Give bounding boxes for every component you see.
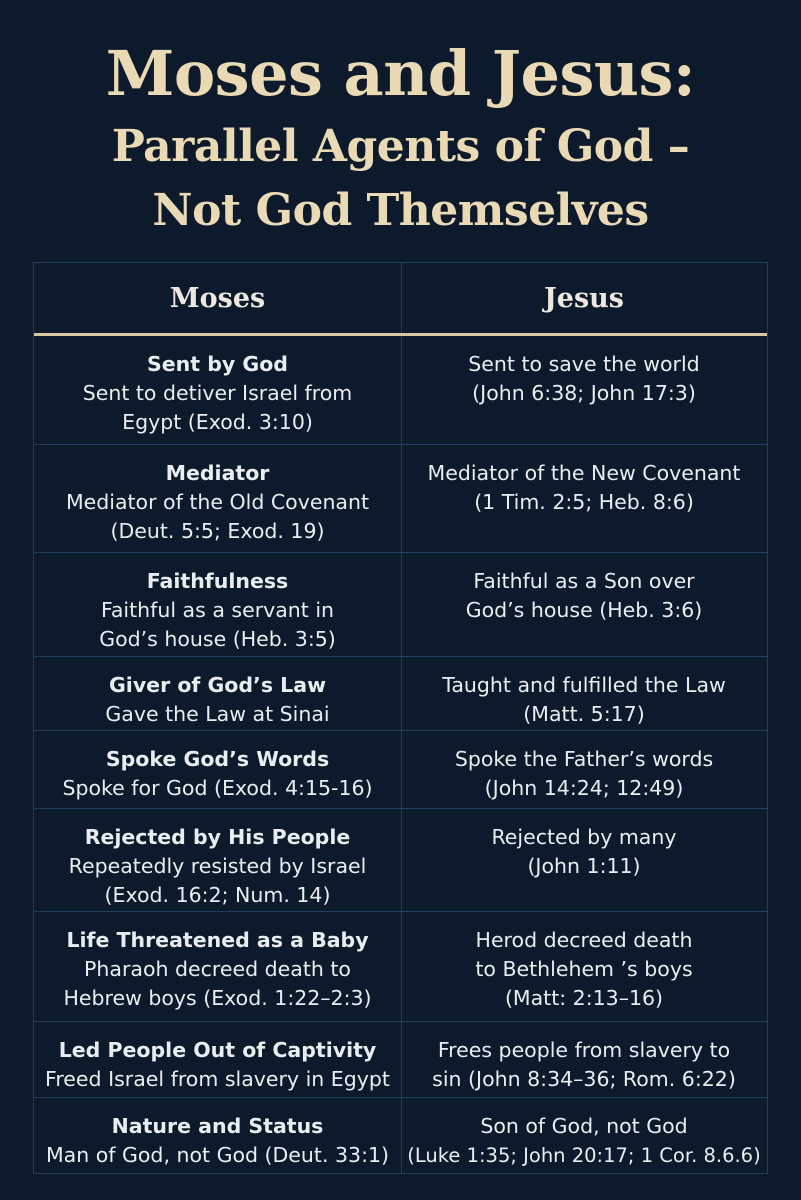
cell-text-line: (1 Tim. 2:5; Heb. 8:6) xyxy=(474,490,694,514)
jesus-cell xyxy=(401,809,767,911)
row-label: Spoke God’s Words xyxy=(105,747,330,771)
row-label: Led People Out of Captivity xyxy=(58,1038,377,1062)
cell-text-line: (John 14:24; 12:49) xyxy=(484,776,684,800)
cell-text-line: to Bethlehem ’s boys xyxy=(475,957,693,981)
jesus-cell xyxy=(401,912,767,1021)
row-label: Rejected by His People xyxy=(84,825,351,849)
cell-text-line: (Deut. 5:5; Exod. 19) xyxy=(110,519,325,543)
cell-text-line: Faithful as a servant in xyxy=(100,598,335,622)
jesus-cell xyxy=(401,657,767,730)
cell-text-line: (John 1:11) xyxy=(527,854,641,878)
row-label: Mediator xyxy=(165,461,270,485)
cell-text-line: sin (John 8:34–36; Rom. 6:22) xyxy=(432,1067,736,1091)
moses-cell xyxy=(34,809,401,911)
title-line-1: Moses and Jesus: xyxy=(105,37,696,110)
cell-text-line: Mediator of the New Covenant xyxy=(427,461,741,485)
cell-text-line: Pharaoh decreed death to xyxy=(84,957,351,981)
row-label: Sent by God xyxy=(147,352,288,376)
moses-cell xyxy=(34,553,401,656)
moses-cell xyxy=(34,336,401,444)
moses-cell xyxy=(34,657,401,730)
table-row xyxy=(34,657,767,731)
cell-text-line: Taught and fulfilled the Law xyxy=(442,673,726,697)
title-line-3: Not God Themselves xyxy=(152,185,649,236)
cell-text-line: Son of God, not God xyxy=(480,1114,688,1138)
cell-text-line: Spoke for God (Exod. 4:15-16) xyxy=(62,776,373,800)
table-row xyxy=(34,553,767,657)
jesus-cell xyxy=(401,1022,767,1097)
moses-cell xyxy=(34,912,401,1021)
jesus-cell xyxy=(401,553,767,656)
comparison-table xyxy=(33,262,768,1174)
jesus-cell xyxy=(401,336,767,444)
cell-text-line: God’s house (Heb. 3:6) xyxy=(465,598,703,622)
table-row xyxy=(34,336,767,445)
cell-text-line: Spoke the Father’s words xyxy=(454,747,714,771)
moses-cell xyxy=(34,445,401,552)
cell-text-line: Sent to save the world xyxy=(468,352,700,376)
cell-text-line: (John 6:38; John 17:3) xyxy=(472,381,696,405)
cell-text-line: Sent to detiver Israel from xyxy=(82,381,353,405)
moses-cell xyxy=(34,1022,401,1097)
jesus-cell xyxy=(401,731,767,808)
cell-text-line: Mediator of the Old Covenant xyxy=(65,490,370,514)
cell-text-line: (Matt. 5:17) xyxy=(523,702,645,726)
table-row xyxy=(34,809,767,912)
cell-text-line: Hebrew boys (Exod. 1:22–2:3) xyxy=(63,986,372,1010)
row-label: Life Threatened as a Baby xyxy=(66,928,369,952)
cell-text-line: (Matt: 2:13–16) xyxy=(504,986,664,1010)
header-jesus: Jesus xyxy=(544,282,624,314)
header-moses: Moses xyxy=(169,282,266,314)
cell-text-line: Egypt (Exod. 3:10) xyxy=(122,410,313,434)
table-row xyxy=(34,445,767,553)
table-header xyxy=(34,263,767,333)
row-label: Faithfulness xyxy=(146,569,289,593)
row-label: Nature and Status xyxy=(111,1114,324,1138)
cell-text-line: Frees people from slavery to xyxy=(437,1038,731,1062)
cell-text-line: Repeatedly resisted by Israel xyxy=(68,854,367,878)
table-row xyxy=(34,731,767,809)
cell-text-line: (Luke 1:35; John 20:17; 1 Cor. 8.6.6) xyxy=(407,1144,761,1167)
cell-text-line: Herod decreed death xyxy=(475,928,693,952)
row-label: Giver of God’s Law xyxy=(108,673,327,697)
cell-text-line: (Exod. 16:2; Num. 14) xyxy=(104,883,331,907)
table-row xyxy=(34,912,767,1022)
cell-text-line: Freed Israel from slavery in Egypt xyxy=(45,1067,390,1091)
table-row xyxy=(34,1022,767,1098)
cell-text-line: Man of God, not God (Deut. 33:1) xyxy=(45,1143,390,1167)
title-line-2: Parallel Agents of God – xyxy=(111,121,690,172)
cell-text-line: Rejected by many xyxy=(491,825,677,849)
cell-text-line: God’s house (Heb. 3:5) xyxy=(99,627,336,651)
jesus-cell xyxy=(401,445,767,552)
jesus-cell xyxy=(401,1098,767,1175)
moses-cell xyxy=(34,731,401,808)
cell-text-line: Gave the Law at Sinai xyxy=(105,702,330,726)
table-body xyxy=(34,336,767,1175)
cell-text-line: Faithful as a Son over xyxy=(473,569,695,593)
table-row xyxy=(34,1098,767,1175)
moses-cell xyxy=(34,1098,401,1175)
